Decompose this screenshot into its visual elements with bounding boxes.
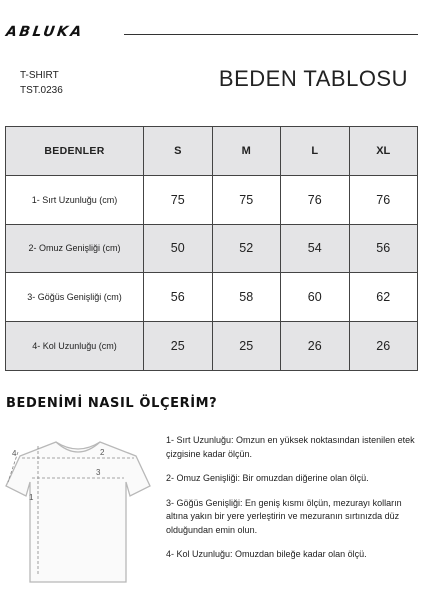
table-cell: 56 — [144, 273, 213, 322]
table-row — [6, 175, 418, 224]
row-label-sleeve-length: 4- Kol Uzunluğu (cm) — [6, 322, 144, 371]
table-cell: 26 — [349, 322, 418, 371]
measure-guide-title: BEDENİMİ NASIL ÖLÇERİM? — [6, 396, 218, 411]
header-size-m: M — [212, 127, 281, 176]
table-cell: 62 — [349, 273, 418, 322]
table-cell: 52 — [212, 224, 281, 273]
table-row — [6, 273, 418, 322]
diagram-label-1: 1 — [29, 493, 34, 502]
table-cell: 25 — [144, 322, 213, 371]
table-cell: 56 — [349, 224, 418, 273]
row-label-shoulder-width: 2- Omuz Genişliği (cm) — [6, 224, 144, 273]
product-info — [20, 68, 63, 98]
tshirt-outline — [6, 442, 150, 582]
brand-logo: ABLUKA — [4, 24, 85, 40]
product-category: T-SHIRT — [20, 70, 59, 81]
page-title: BEDEN TABLOSU — [218, 66, 408, 91]
table-cell: 50 — [144, 224, 213, 273]
header-divider — [124, 34, 418, 35]
brand-header — [0, 22, 424, 42]
table-row — [6, 224, 418, 273]
table-cell: 58 — [212, 273, 281, 322]
instruction-shoulder-width: 2- Omuz Genişliği: Bir omuzdan diğerine olan ölçü. — [166, 473, 369, 483]
table-cell: 75 — [144, 175, 213, 224]
instruction-back-length: 1- Sırt Uzunluğu: Omzun en yüksek noktasından istenilen etek çizgisine kadar ölçün. — [166, 435, 415, 459]
diagram-label-4: 4 — [12, 449, 17, 458]
header-sizes-label: BEDENLER — [6, 127, 144, 176]
product-code: TST.0236 — [20, 85, 63, 96]
instruction-sleeve-length: 4- Kol Uzunluğu: Omuzdan bileğe kadar olan ölçü. — [166, 549, 367, 559]
diagram-label-3: 3 — [96, 468, 101, 477]
measurement-instructions — [166, 434, 420, 573]
table-cell: 25 — [212, 322, 281, 371]
instruction-chest-width: 3- Göğüs Genişliği: En geniş kısmı ölçün, mezurayı kolların altına yakın bir yere yerleştirin ve mezuranın sırtınızda düz olduğundan emin olun. — [166, 497, 402, 535]
table-cell: 76 — [349, 175, 418, 224]
row-label-back-length: 1- Sırt Uzunluğu (cm) — [6, 175, 144, 224]
tshirt-measurement-diagram — [4, 430, 152, 590]
table-cell: 60 — [281, 273, 350, 322]
header-size-xl: XL — [349, 127, 418, 176]
table-row — [6, 322, 418, 371]
table-header-row — [6, 127, 418, 176]
row-label-chest-width: 3- Göğüs Genişliği (cm) — [6, 273, 144, 322]
size-chart-table — [5, 126, 418, 371]
table-cell: 54 — [281, 224, 350, 273]
header-size-l: L — [281, 127, 350, 176]
table-cell: 76 — [281, 175, 350, 224]
table-cell: 75 — [212, 175, 281, 224]
table-cell: 26 — [281, 322, 350, 371]
header-size-s: S — [144, 127, 213, 176]
diagram-label-2: 2 — [100, 448, 105, 457]
